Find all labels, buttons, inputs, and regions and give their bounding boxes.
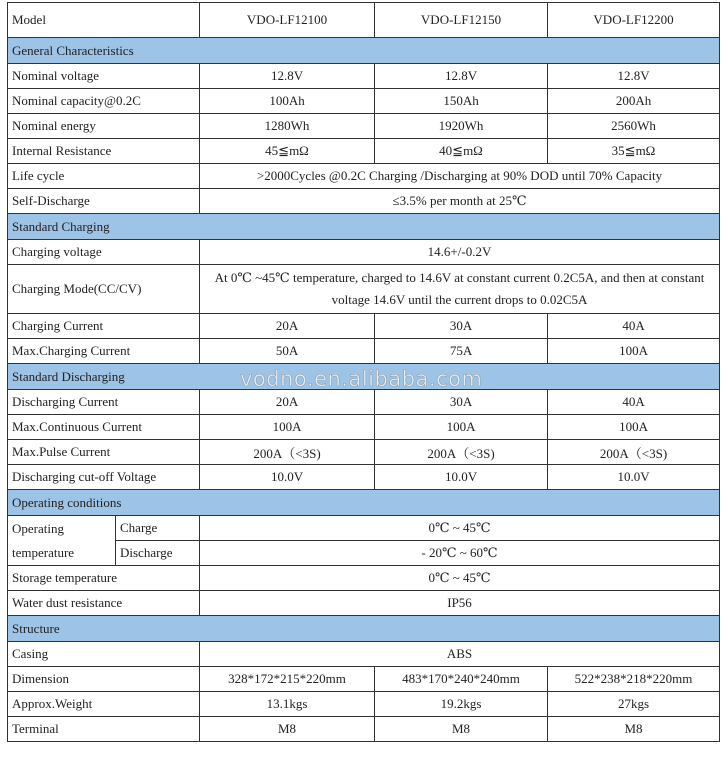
table-row: [8, 314, 720, 339]
row-label: Life cycle: [8, 164, 200, 189]
watermark: vodno.en.alibaba.com: [240, 367, 483, 391]
section-title: Structure: [8, 616, 720, 642]
row-label: Casing: [8, 642, 200, 667]
section-title: Standard Discharging: [8, 364, 720, 390]
row-value: 0℃ ~ 45℃: [200, 566, 720, 591]
model-label: Model: [8, 3, 200, 38]
row-value: 12.8V: [548, 64, 720, 89]
row-value: 100A: [548, 415, 720, 440]
row-label: Internal Resistance: [8, 139, 200, 164]
row-value: 2560Wh: [548, 114, 720, 139]
row-label: Nominal voltage: [8, 64, 200, 89]
row-value: 100Ah: [200, 89, 375, 114]
model-name: VDO-LF12200: [548, 3, 720, 38]
row-value: IP56: [200, 591, 720, 616]
spec-table: [7, 2, 720, 742]
row-value: M8: [548, 717, 720, 742]
row-label: Water dust resistance: [8, 591, 200, 616]
table-row: [8, 591, 720, 616]
row-label: Max.Charging Current: [8, 339, 200, 364]
row-label: Max.Pulse Current: [8, 440, 200, 465]
table-row: [8, 465, 720, 490]
row-value: 20A: [200, 314, 375, 339]
table-row: [8, 440, 720, 465]
table-row: [8, 89, 720, 114]
row-value: 0℃ ~ 45℃: [200, 516, 720, 541]
row-value: 100A: [375, 415, 548, 440]
table-row: [8, 240, 720, 265]
row-label: Charging Mode(CC/CV): [8, 265, 200, 314]
row-value: 483*170*240*240mm: [375, 667, 548, 692]
row-value: M8: [200, 717, 375, 742]
model-name: VDO-LF12100: [200, 3, 375, 38]
table-row: [8, 415, 720, 440]
table-row: [8, 717, 720, 742]
row-label: Max.Continuous Current: [8, 415, 200, 440]
row-value: 1280Wh: [200, 114, 375, 139]
row-label: [8, 516, 116, 566]
row-value: 50A: [200, 339, 375, 364]
row-value: 20A: [200, 390, 375, 415]
row-value: 10.0V: [548, 465, 720, 490]
table-row: [8, 339, 720, 364]
row-label: Nominal energy: [8, 114, 200, 139]
row-label: Discharging cut-off Voltage: [8, 465, 200, 490]
row-value: 75A: [375, 339, 548, 364]
row-value: - 20℃ ~ 60℃: [200, 541, 720, 566]
row-value: 200A（<3S): [375, 440, 548, 465]
row-value: 45≦mΩ: [200, 139, 375, 164]
table-row: [8, 164, 720, 189]
row-value: 200Ah: [548, 89, 720, 114]
row-value: 10.0V: [375, 465, 548, 490]
row-label-line: Operating: [12, 520, 64, 536]
row-value: 13.1kgs: [200, 692, 375, 717]
row-value: 522*238*218*220mm: [548, 667, 720, 692]
row-value: 40≦mΩ: [375, 139, 548, 164]
section-header: [8, 490, 720, 516]
row-value: >2000Cycles @0.2C Charging /Discharging at 90% DOD until 70% Capacity: [200, 164, 720, 189]
table-row: [8, 566, 720, 591]
table-row: [8, 390, 720, 415]
table-row: [8, 516, 720, 541]
row-value: 40A: [548, 390, 720, 415]
row-value: 14.6+/-0.2V: [200, 240, 720, 265]
row-value: 1920Wh: [375, 114, 548, 139]
row-label-line: temperature: [12, 544, 75, 560]
row-value: 30A: [375, 314, 548, 339]
table-row: [8, 642, 720, 667]
table-row: [8, 265, 720, 314]
model-name: VDO-LF12150: [375, 3, 548, 38]
row-label: Charging voltage: [8, 240, 200, 265]
row-label: Self-Discharge: [8, 189, 200, 214]
row-label: Discharging Current: [8, 390, 200, 415]
row-value: At 0℃ ~45℃ temperature, charged to 14.6V at constant current 0.2C5A, and then at constant voltage 14.6V until the current drops to 0.02C5A: [200, 265, 720, 314]
row-value: 200A（<3S): [548, 440, 720, 465]
row-value: 12.8V: [375, 64, 548, 89]
table-row: [8, 667, 720, 692]
table-row: [8, 64, 720, 89]
row-label: Terminal: [8, 717, 200, 742]
table-row: [8, 139, 720, 164]
row-value: 19.2kgs: [375, 692, 548, 717]
row-value: 100A: [548, 339, 720, 364]
table-row: [8, 114, 720, 139]
row-value: 27kgs: [548, 692, 720, 717]
section-header: [8, 364, 720, 390]
row-value: 100A: [200, 415, 375, 440]
section-title: Standard Charging: [8, 214, 720, 240]
row-value: 150Ah: [375, 89, 548, 114]
row-value: 328*172*215*220mm: [200, 667, 375, 692]
table-row: [8, 692, 720, 717]
sub-label: Discharge: [116, 541, 200, 566]
row-value: 35≦mΩ: [548, 139, 720, 164]
section-header: [8, 616, 720, 642]
model-row: [8, 3, 720, 38]
row-value: ≤3.5% per month at 25℃: [200, 189, 720, 214]
row-label: Storage temperature: [8, 566, 200, 591]
row-value: M8: [375, 717, 548, 742]
row-label: Nominal capacity@0.2C: [8, 89, 200, 114]
section-header: [8, 38, 720, 64]
section-title: Operating conditions: [8, 490, 720, 516]
row-value: 30A: [375, 390, 548, 415]
section-header: [8, 214, 720, 240]
row-label: Dimension: [8, 667, 200, 692]
table-row: [8, 189, 720, 214]
row-value: ABS: [200, 642, 720, 667]
row-value: 12.8V: [200, 64, 375, 89]
section-title: General Characteristics: [8, 38, 720, 64]
row-value: 200A（<3S): [200, 440, 375, 465]
row-value: 10.0V: [200, 465, 375, 490]
row-label: Approx.Weight: [8, 692, 200, 717]
row-value: 40A: [548, 314, 720, 339]
row-label: Charging Current: [8, 314, 200, 339]
sub-label: Charge: [116, 516, 200, 541]
